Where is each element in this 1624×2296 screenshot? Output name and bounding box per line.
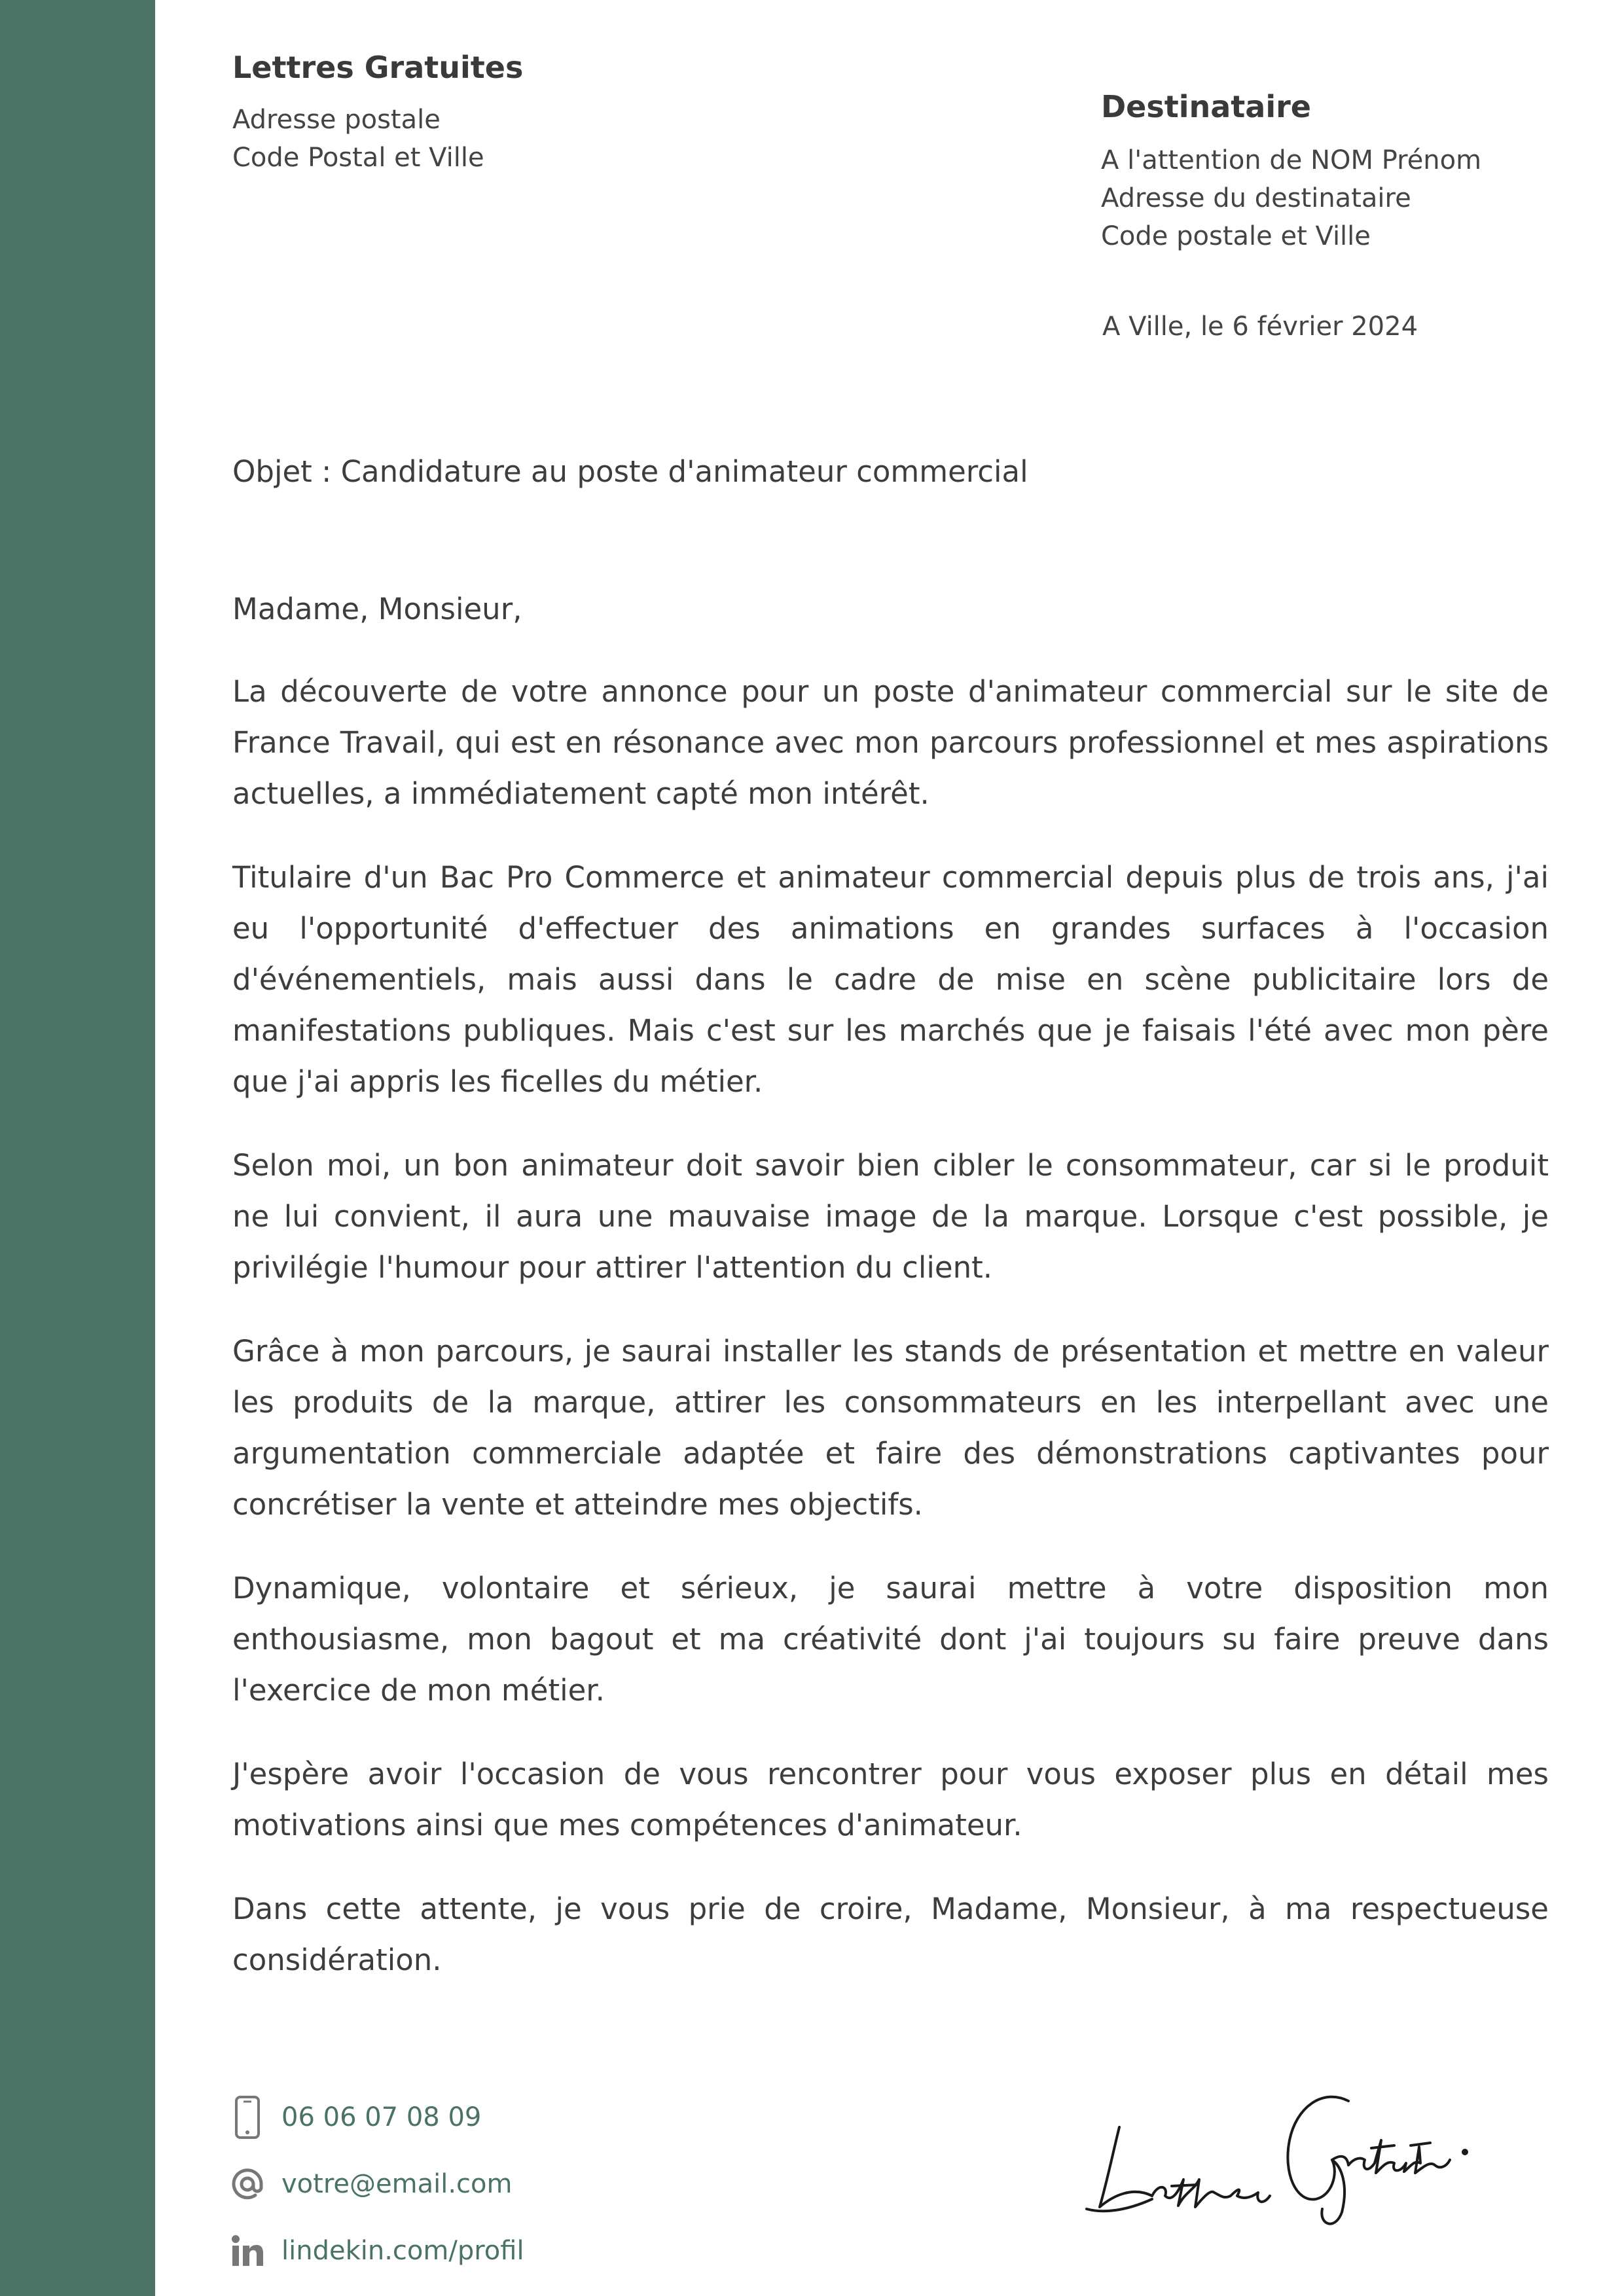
contact-phone	[230, 2084, 950, 2151]
phone-number[interactable]: 06 06 07 08 09	[281, 2102, 482, 2132]
handwritten-signature	[1074, 2062, 1479, 2232]
body-paragraph: Dynamique, volontaire et sérieux, je saurai mettre à votre disposition mon enthousiasme, mon bagout et ma créativité dont j'ai toujours su faire preuve dans l'exercice de mon métier.	[232, 1571, 1549, 1708]
contact-linkedin	[230, 2217, 950, 2284]
contact-block	[230, 2084, 950, 2284]
salutation: Madame, Monsieur,	[232, 592, 522, 626]
recipient-title: Destinataire	[1101, 89, 1311, 124]
body-paragraph: Grâce à mon parcours, je saurai installer les stands de présentation et mettre en valeur les produits de la marque, attirer les consommateurs en les interpellant avec une argumentation commerciale adaptée et faire des démonstrations captivantes pour concrétiser la vente et atteindre mes objectifs.	[232, 1334, 1549, 1522]
at-icon	[230, 2162, 264, 2206]
letter-date: A Ville, le 6 février 2024	[1102, 312, 1418, 342]
email-address[interactable]: votre@email.com	[281, 2169, 513, 2199]
body-paragraph: J'espère avoir l'occasion de vous rencontrer pour vous exposer plus en détail mes motivations ainsi que mes compétences d'animateur.	[232, 1757, 1549, 1842]
sender-address: Adresse postale	[232, 105, 441, 135]
sender-city: Code Postal et Ville	[232, 143, 484, 173]
body-paragraph: Titulaire d'un Bac Pro Commerce et animateur commercial depuis plus de trois ans, j'ai eu l'opportunité d'effectuer des animations en grandes surfaces à l'occasion d'événementiels, mais aussi dans le cadre de mise en scène publicitaire lors de manifestations publiques. Mais c'est sur les marchés que je faisais l'été avec mon père que j'ai appris les ficelles du métier.	[232, 860, 1549, 1099]
body-paragraph: Selon moi, un bon animateur doit savoir bien cibler le consommateur, car si le produit ne lui convient, il aura une mauvaise image de la marque. Lorsque c'est possible, je privilégie l'humour pour attirer l'attention du client.	[232, 1148, 1549, 1285]
phone-icon	[230, 2095, 264, 2140]
letter-body	[232, 584, 1549, 2018]
body-paragraph: Dans cette attente, je vous prie de croire, Madame, Monsieur, à ma respectueuse considération.	[232, 1892, 1549, 1977]
sender-name: Lettres Gratuites	[232, 50, 524, 85]
sender-block	[232, 45, 821, 177]
letter-subject: Objet : Candidature au poste d'animateur commercial	[232, 454, 1028, 489]
linkedin-icon	[230, 2229, 264, 2273]
sidebar-band	[0, 0, 155, 2296]
linkedin-profile[interactable]: lindekin.com/profil	[281, 2236, 524, 2266]
recipient-block	[1101, 84, 1598, 255]
recipient-address: Adresse du destinataire	[1101, 183, 1411, 213]
recipient-attention: A l'attention de NOM Prénom	[1101, 145, 1482, 175]
recipient-city: Code postale et Ville	[1101, 221, 1371, 251]
contact-email	[230, 2151, 950, 2217]
body-paragraph: La découverte de votre annonce pour un poste d'animateur commercial sur le site de France Travail, qui est en résonance avec mon parcours professionnel et mes aspirations actuelles, a immédiatement capté mon intérêt.	[232, 674, 1549, 811]
